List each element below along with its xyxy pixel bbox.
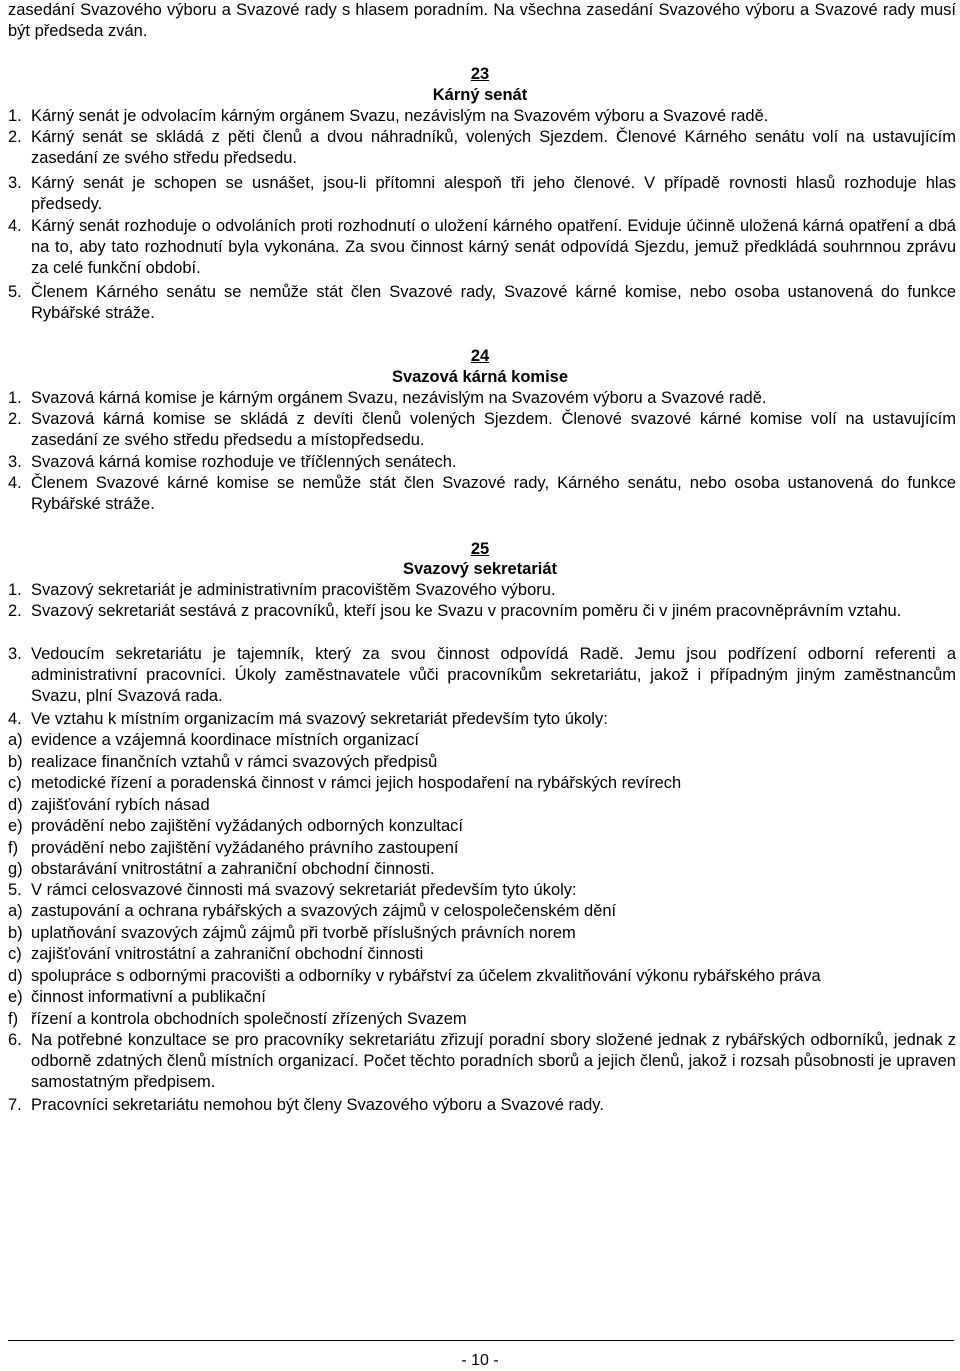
s24-item-2-number: 2. bbox=[8, 410, 22, 428]
s25-item-4-sub-letter: a) bbox=[8, 731, 23, 749]
s25-item-5-sub-text: řízení a kontrola obchodních společností zřízených Svazem bbox=[31, 1009, 467, 1028]
footer-divider bbox=[8, 1340, 954, 1341]
s25-item-2: Svazový sekretariát sestává z pracovníků, kteří jsou ke Svazu v pracovním poměru či v jiném pracovněprávním vztahu. bbox=[31, 602, 902, 620]
s23-item-4: Kárný senát rozhoduje o odvoláních proti rozhodnutí o uložení kárného opatření. Eviduje účinně uložená kárná opatření a dbá na to, aby tato rozhodnutí byla vykonána. Za svou činnost kárný senát odpovídá Sjezdu, jemuž předkládá souhrnnou zprávu za celé funkční období. bbox=[31, 217, 956, 278]
s25-item-5-sub-text: činnost informativní a publikační bbox=[31, 988, 266, 1006]
s24-item-2: Svazová kárná komise se skládá z devíti členů volených Sjezdem. Členové svazové kárné komise volí na ustavujícím zasedání ze svého středu předsedu a místopředsedu. bbox=[31, 410, 956, 450]
s25-item-5-sub-letter: e) bbox=[8, 988, 23, 1006]
s24-item-4-number: 4. bbox=[8, 474, 22, 492]
intro-paragraph: zasedání Svazového výboru a Svazové rady s hlasem poradním. Na všechna zasedání Svazového výboru a Svazové rady musí být předseda zván. bbox=[8, 1, 956, 41]
s25-item-5-sub-letter: f) bbox=[8, 1009, 19, 1028]
s25-item-5-number: 5. bbox=[8, 881, 22, 899]
s25-item-7: Pracovníci sekretariátu nemohou být členy Svazového výboru a Svazové rady. bbox=[31, 1096, 604, 1114]
s23-item-2: Kárný senát se skládá z pěti členů a dvou náhradníků, volených Sjezdem. Členové Kárného senátu volí na ustavujícím zasedání ze svého středu předsedu. bbox=[31, 128, 956, 168]
s23-item-5: Členem Kárného senátu se nemůže stát člen Svazové rady, Svazové kárné komise, nebo osoba ustanovená do funkce Rybářské stráže. bbox=[31, 283, 956, 323]
s23-item-1-number: 1. bbox=[8, 107, 22, 125]
s23-item-1: Kárný senát je odvolacím kárným orgánem Svazu, nezávislým na Svazovém výboru a Svazové radě. bbox=[31, 107, 769, 125]
s25-item-4-sub-letter: e) bbox=[8, 817, 23, 835]
s25-item-4-sub-text: metodické řízení a poradenská činnost v rámci jejich hospodaření na rybářských revírech bbox=[31, 774, 682, 792]
s25-item-4-sub-text: realizace finančních vztahů v rámci svazových předpisů bbox=[31, 752, 438, 771]
s23-item-4-number: 4. bbox=[8, 217, 22, 235]
s23-item-3-number: 3. bbox=[8, 174, 22, 192]
section-23-number: 23 bbox=[470, 65, 490, 83]
section-24-number: 24 bbox=[470, 347, 490, 365]
s25-item-3-number: 3. bbox=[8, 645, 22, 663]
s25-item-4-sub-text: obstarávání vnitrostátní a zahraniční obchodní činnosti. bbox=[31, 860, 435, 878]
s25-item-1-number: 1. bbox=[8, 581, 22, 599]
s25-item-7-number: 7. bbox=[8, 1096, 22, 1114]
s25-item-6: Na potřebné konzultace se pro pracovníky sekretariátu zřizují poradní sbory složené jednak z rybářských odborníků, jednak z odborně zdatných členů místních organizací. Počet těchto poradních sborů a jejich členů, jakož i rozsah působnosti je upraven samostatným předpisem. bbox=[31, 1031, 956, 1092]
s25-item-1: Svazový sekretariát je administrativním pracovištěm Svazového výboru. bbox=[31, 581, 556, 599]
s23-item-5-number: 5. bbox=[8, 283, 22, 301]
s24-item-4: Členem Svazové kárné komise se nemůže stát člen Svazové rady, Kárného senátu, nebo osoba ustanovená do funkce Rybářské stráže. bbox=[31, 474, 956, 514]
s25-item-5: V rámci celosvazové činnosti má svazový sekretariát především tyto úkoly: bbox=[31, 881, 577, 899]
s23-item-3: Kárný senát je schopen se usnášet, jsou-li přítomni alespoň tři jeho členové. V případě rovnosti hlasů rozhoduje hlas předsedy. bbox=[31, 174, 956, 214]
s25-item-5-sub-letter: a) bbox=[8, 902, 23, 920]
page-number: - 10 - bbox=[461, 1352, 499, 1369]
s25-item-2-number: 2. bbox=[8, 602, 22, 620]
s24-item-3-number: 3. bbox=[8, 453, 22, 471]
section-25-number: 25 bbox=[470, 540, 490, 558]
s25-item-4-number: 4. bbox=[8, 710, 22, 728]
s25-item-4-sub-letter: f) bbox=[8, 838, 19, 857]
s25-item-3: Vedoucím sekretariátu je tajemník, který za svou činnost odpovídá Radě. Jemu jsou podřízení odborní referenti a administrativní pracovníci. Úkoly zaměstnavatele vůči pracovníkům sekretariátu, jakož i případným jiným zaměstnancům Svazu, plní Svazová rada. bbox=[31, 645, 956, 706]
s25-item-5-sub-text: spolupráce s odbornými pracovišti a odborníky v rybářství za účelem zkvalitňování výkonu rybářského práva bbox=[31, 966, 821, 985]
s25-item-5-sub-text: zajišťování vnitrostátní a zahraniční obchodní činnosti bbox=[31, 945, 424, 963]
s25-item-4: Ve vztahu k místním organizacím má svazový sekretariát především tyto úkoly: bbox=[31, 710, 608, 728]
s24-item-1-number: 1. bbox=[8, 389, 22, 407]
section-23-title: Kárný senát bbox=[432, 86, 528, 104]
s25-item-5-sub-text: zastupování a ochrana rybářských a svazových zájmů v celospolečenském dění bbox=[31, 902, 617, 920]
s25-item-4-sub-letter: d) bbox=[8, 795, 23, 814]
s24-item-3: Svazová kárná komise rozhoduje ve tříčlenných senátech. bbox=[31, 453, 457, 471]
s25-item-4-sub-letter: c) bbox=[8, 774, 22, 792]
s25-item-6-number: 6. bbox=[8, 1031, 22, 1049]
s25-item-4-sub-letter: b) bbox=[8, 752, 23, 771]
s25-item-5-sub-letter: d) bbox=[8, 966, 23, 985]
s25-item-4-sub-text: evidence a vzájemná koordinace místních organizací bbox=[31, 731, 419, 749]
section-24-title: Svazová kárná komise bbox=[391, 368, 569, 386]
s25-item-5-sub-text: uplatňování svazových zájmů zájmů při tvorbě příslušných právních norem bbox=[31, 923, 576, 942]
s25-item-4-sub-text: provádění nebo zajištění vyžádaného právního zastoupení bbox=[31, 838, 459, 857]
s25-item-4-sub-letter: g) bbox=[8, 860, 23, 878]
s25-item-4-sub-text: provádění nebo zajištění vyžádaných odborných konzultací bbox=[31, 817, 464, 835]
s24-item-1: Svazová kárná komise je kárným orgánem Svazu, nezávislým na Svazovém výboru a Svazové radě. bbox=[31, 389, 767, 407]
s25-item-5-sub-letter: b) bbox=[8, 923, 23, 942]
s25-item-5-sub-letter: c) bbox=[8, 945, 22, 963]
section-25-title: Svazový sekretariát bbox=[402, 560, 558, 578]
s25-item-4-sub-text: zajišťování rybích násad bbox=[31, 795, 210, 814]
s23-item-2-number: 2. bbox=[8, 128, 22, 146]
